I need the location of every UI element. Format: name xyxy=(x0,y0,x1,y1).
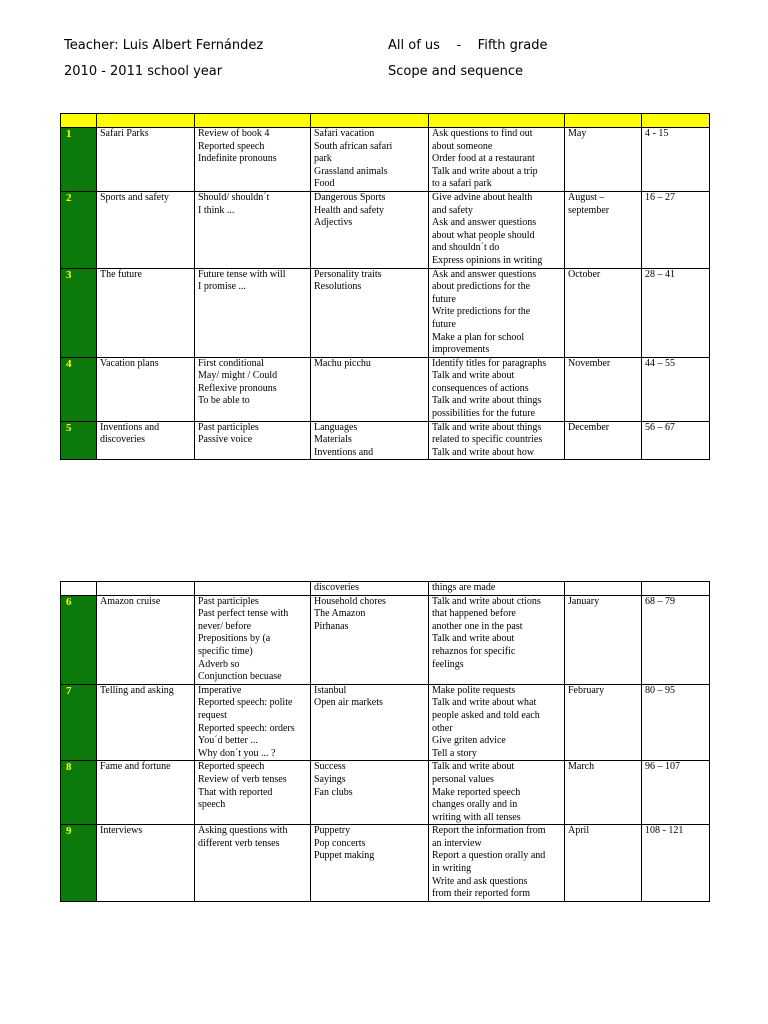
cell-line: Passive voice xyxy=(198,434,253,446)
cell-line: January xyxy=(568,595,600,607)
unit-title-cell xyxy=(97,357,195,421)
cell-line: different verb tenses xyxy=(198,837,280,849)
pages-cell xyxy=(642,268,710,357)
cell-line: Interviews xyxy=(100,825,143,837)
cell-line: and safety xyxy=(432,204,473,216)
cell-line: February xyxy=(568,684,605,696)
cell-line: future xyxy=(432,293,456,305)
pages-cell xyxy=(642,684,710,761)
vocabulary-cell xyxy=(311,268,429,357)
header-cell xyxy=(97,114,195,128)
cell-line: I promise ... xyxy=(198,281,247,293)
continuation-cell xyxy=(61,582,97,596)
month-cell xyxy=(565,761,642,825)
table-row xyxy=(61,825,710,902)
vocabulary-cell xyxy=(311,128,429,192)
cell-line: personal values xyxy=(432,773,494,785)
teacher-name: Teacher: Luis Albert Fernández xyxy=(64,38,264,53)
pages-cell xyxy=(642,357,710,421)
table-header-row xyxy=(61,114,710,128)
cell-line: possibilities for the future xyxy=(432,408,536,420)
unit-number-cell: 5 xyxy=(61,421,97,460)
cell-line: writing with all tenses xyxy=(432,811,521,823)
cell-line: Talk and write about things xyxy=(432,421,542,433)
grammar-cell xyxy=(195,421,311,460)
skills-cell xyxy=(429,128,565,192)
unit-title-cell xyxy=(97,128,195,192)
continuation-cell xyxy=(195,582,311,596)
cell-line: Fan clubs xyxy=(314,786,353,798)
cell-line: 4 - 15 xyxy=(645,128,669,139)
cell-line: from their reported form xyxy=(432,888,531,900)
skills-cell xyxy=(429,825,565,902)
skills-cell xyxy=(429,191,565,268)
month-cell xyxy=(565,128,642,192)
cell-line: people asked and told each xyxy=(432,709,540,721)
continuation-vocab-cell xyxy=(311,582,429,596)
cell-line: Reported speech xyxy=(198,761,265,773)
cell-line: Should/ shouldn´t xyxy=(198,191,270,203)
cell-line: Amazon cruise xyxy=(100,595,161,607)
cell-line: Reported speech: orders xyxy=(198,722,295,734)
cell-line: May xyxy=(568,128,587,139)
unit-title-cell xyxy=(97,595,195,684)
pages-cell xyxy=(642,595,710,684)
cell-line: in writing xyxy=(432,863,472,875)
cell-line: Past participles xyxy=(198,595,259,607)
cell-line: Safari Parks xyxy=(100,128,149,139)
cell-line: Safari vacation xyxy=(314,128,375,139)
cell-line: Tell a story xyxy=(432,747,477,759)
unit-title-cell xyxy=(97,761,195,825)
grammar-cell xyxy=(195,357,311,421)
cell-line: 96 – 107 xyxy=(645,761,680,773)
cell-line: Vacation plans xyxy=(100,357,159,369)
cell-line: Identify titles for paragraphs xyxy=(432,357,547,369)
book-and-grade: All of us - Fifth grade xyxy=(388,38,548,53)
table-2-body xyxy=(61,582,710,902)
continuation-cell xyxy=(642,582,710,596)
cell-line: South african safari xyxy=(314,140,393,152)
cell-line: Talk and write about ctions xyxy=(432,595,541,607)
cell-line: That with reported xyxy=(198,786,273,798)
grammar-cell xyxy=(195,268,311,357)
header-cell xyxy=(565,114,642,128)
cell-line: Reported speech: polite xyxy=(198,697,293,709)
pages-cell xyxy=(642,825,710,902)
cell-line: an interview xyxy=(432,837,482,849)
skills-cell xyxy=(429,421,565,460)
cell-line: Express opinions in writing xyxy=(432,254,543,266)
unit-number-cell: 8 xyxy=(61,761,97,825)
pages-cell xyxy=(642,128,710,192)
skills-cell xyxy=(429,357,565,421)
unit-title-cell xyxy=(97,191,195,268)
cell-line: discoveries xyxy=(100,434,145,446)
cell-line: that happened before xyxy=(432,608,516,620)
vocabulary-cell xyxy=(311,421,429,460)
cell-line: Inventions and xyxy=(100,421,160,433)
cell-line: to a safari park xyxy=(432,178,492,190)
cell-line: Dangerous Sports xyxy=(314,191,386,203)
skills-cell xyxy=(429,761,565,825)
cell-line: Household chores xyxy=(314,595,386,607)
table-row xyxy=(61,357,710,421)
cell-line: 44 – 55 xyxy=(645,357,675,369)
cell-line: specific time) xyxy=(198,645,253,657)
cell-line: I think ... xyxy=(198,204,235,216)
cell-line: Languages xyxy=(314,421,358,433)
cell-line: Review of verb tenses xyxy=(198,773,287,785)
table-row xyxy=(61,268,710,357)
table-row xyxy=(61,684,710,761)
cell-line: Future tense with will xyxy=(198,268,286,280)
cell-line: another one in the past xyxy=(432,620,523,632)
cell-line: Report the information from xyxy=(432,825,546,837)
table-row xyxy=(61,595,710,684)
cell-line: consequences of actions xyxy=(432,382,529,394)
cell-line: rehaznos for specific xyxy=(432,645,516,657)
cell-line: To be able to xyxy=(198,395,250,407)
cell-line: never/ before xyxy=(198,620,252,632)
cell-line: Asking questions with xyxy=(198,825,288,837)
unit-number-cell: 7 xyxy=(61,684,97,761)
header-cell xyxy=(311,114,429,128)
grammar-cell xyxy=(195,684,311,761)
table-row xyxy=(61,128,710,192)
cell-line: The future xyxy=(100,268,142,280)
cell-line: discoveries xyxy=(314,582,359,593)
cell-line: Indefinite pronouns xyxy=(198,153,277,165)
vocabulary-cell xyxy=(311,825,429,902)
cell-line: Conjunction becuase xyxy=(198,671,282,683)
cell-line: speech xyxy=(198,799,226,811)
unit-number-cell: 9 xyxy=(61,825,97,902)
table-1-body xyxy=(61,114,710,460)
cell-line: Sports and safety xyxy=(100,191,169,203)
cell-line: Why don´t you ... ? xyxy=(198,747,276,759)
cell-line: improvements xyxy=(432,344,490,356)
cell-line: Istanbul xyxy=(314,684,347,696)
continuation-skills-cell xyxy=(429,582,565,596)
vocabulary-cell xyxy=(311,357,429,421)
cell-line: November xyxy=(568,357,611,369)
cell-line: Personality traits xyxy=(314,268,382,280)
month-cell xyxy=(565,191,642,268)
cell-line: December xyxy=(568,421,610,433)
cell-line: other xyxy=(432,722,453,734)
cell-line: Food xyxy=(314,178,335,190)
cell-line: Make polite requests xyxy=(432,684,516,696)
cell-line: Write and ask questions xyxy=(432,875,528,887)
cell-line: 80 – 95 xyxy=(645,684,675,696)
cell-line: Ask questions to find out xyxy=(432,128,533,139)
month-cell xyxy=(565,357,642,421)
cell-line: Write predictions for the xyxy=(432,306,531,318)
cell-line: March xyxy=(568,761,595,773)
cell-line: Reflexive pronouns xyxy=(198,382,277,394)
cell-line: Machu picchu xyxy=(314,357,371,369)
cell-line: Grassland animals xyxy=(314,165,388,177)
cell-line: The Amazon xyxy=(314,608,366,620)
cell-line: Inventions and xyxy=(314,446,374,458)
cell-line: about what people should xyxy=(432,229,535,241)
cell-line: Talk and write about what xyxy=(432,697,537,709)
cell-line: Imperative xyxy=(198,684,242,696)
vocabulary-cell xyxy=(311,595,429,684)
month-cell xyxy=(565,268,642,357)
cell-line: 16 – 27 xyxy=(645,191,675,203)
cell-line: changes orally and in xyxy=(432,799,518,811)
cell-line: september xyxy=(568,204,610,216)
header-cell xyxy=(429,114,565,128)
cell-line: April xyxy=(568,825,590,837)
cell-line: Talk and write about xyxy=(432,370,515,382)
cell-line: Review of book 4 xyxy=(198,128,270,139)
unit-number-cell: 3 xyxy=(61,268,97,357)
grammar-cell xyxy=(195,825,311,902)
unit-number-cell: 2 xyxy=(61,191,97,268)
unit-title-cell xyxy=(97,268,195,357)
unit-title-cell xyxy=(97,421,195,460)
cell-line: related to specific countries xyxy=(432,434,543,446)
cell-line: Success xyxy=(314,761,346,773)
month-cell xyxy=(565,421,642,460)
cell-line: Puppet making xyxy=(314,850,375,862)
cell-line: Sayings xyxy=(314,773,346,785)
vocabulary-cell xyxy=(311,761,429,825)
table-row xyxy=(61,761,710,825)
cell-line: Order food at a restaurant xyxy=(432,153,535,165)
cell-line: Talk and write about a trip xyxy=(432,165,538,177)
cell-line: Open air markets xyxy=(314,697,383,709)
scope-sequence-table-page-2 xyxy=(60,581,710,902)
cell-line: Past participles xyxy=(198,421,259,433)
unit-title-cell xyxy=(97,825,195,902)
cell-line: Ask and answer questions xyxy=(432,217,537,229)
school-year: 2010 - 2011 school year xyxy=(64,64,223,79)
cell-line: future xyxy=(432,318,456,330)
skills-cell xyxy=(429,595,565,684)
cell-line: 68 – 79 xyxy=(645,595,675,607)
month-cell xyxy=(565,684,642,761)
continuation-row xyxy=(61,582,710,596)
cell-line: Talk and write about xyxy=(432,761,515,773)
unit-number-cell: 1 xyxy=(61,128,97,192)
table-row xyxy=(61,421,710,460)
vocabulary-cell xyxy=(311,191,429,268)
cell-line: First conditional xyxy=(198,357,264,369)
cell-line: request xyxy=(198,709,227,721)
cell-line: Pirhanas xyxy=(314,620,349,632)
unit-title-cell xyxy=(97,684,195,761)
cell-line: about predictions for the xyxy=(432,281,531,293)
cell-line: park xyxy=(314,153,332,165)
cell-line: 108 - 121 xyxy=(645,825,684,837)
cell-line: Health and safety xyxy=(314,204,384,216)
header-cell xyxy=(61,114,97,128)
cell-line: Resolutions xyxy=(314,281,362,293)
cell-line: Make a plan for school xyxy=(432,331,525,343)
skills-cell xyxy=(429,684,565,761)
cell-line: Puppetry xyxy=(314,825,351,837)
scope-sequence-table-page-1 xyxy=(60,113,710,460)
unit-number-cell: 6 xyxy=(61,595,97,684)
continuation-cell xyxy=(97,582,195,596)
table-row xyxy=(61,191,710,268)
month-cell xyxy=(565,825,642,902)
cell-line: Talk and write about how xyxy=(432,446,535,458)
header-cell xyxy=(195,114,311,128)
skills-cell xyxy=(429,268,565,357)
cell-line: May/ might / Could xyxy=(198,370,278,382)
grammar-cell xyxy=(195,761,311,825)
cell-line: about someone xyxy=(432,140,493,152)
pages-cell xyxy=(642,191,710,268)
cell-line: Ask and answer questions xyxy=(432,268,537,280)
cell-line: things are made xyxy=(432,582,496,593)
cell-line: Adverb so xyxy=(198,658,240,670)
cell-line: and shouldn´t do xyxy=(432,242,500,254)
grammar-cell xyxy=(195,595,311,684)
cell-line: Adjectivs xyxy=(314,217,353,229)
cell-line: You´d better ... xyxy=(198,735,258,747)
cell-line: Reported speech xyxy=(198,140,265,152)
cell-line: Talk and write about things xyxy=(432,395,542,407)
cell-line: October xyxy=(568,268,601,280)
pages-cell xyxy=(642,421,710,460)
cell-line: Make reported speech xyxy=(432,786,521,798)
unit-number-cell: 4 xyxy=(61,357,97,421)
cell-line: Telling and asking xyxy=(100,684,174,696)
cell-line: Pop concerts xyxy=(314,837,366,849)
scope-and-sequence-title: Scope and sequence xyxy=(388,64,523,79)
cell-line: Give griten advice xyxy=(432,735,506,747)
cell-line: Prepositions by (a xyxy=(198,633,271,645)
cell-line: 56 – 67 xyxy=(645,421,675,433)
cell-line: Past perfect tense with xyxy=(198,608,289,620)
cell-line: 28 – 41 xyxy=(645,268,675,280)
vocabulary-cell xyxy=(311,684,429,761)
cell-line: Give advine about health xyxy=(432,191,533,203)
header-cell xyxy=(642,114,710,128)
month-cell xyxy=(565,595,642,684)
cell-line: Fame and fortune xyxy=(100,761,171,773)
cell-line: August – xyxy=(568,191,605,203)
cell-line: Report a question orally and xyxy=(432,850,546,862)
continuation-cell xyxy=(565,582,642,596)
grammar-cell xyxy=(195,128,311,192)
cell-line: feelings xyxy=(432,658,464,670)
grammar-cell xyxy=(195,191,311,268)
cell-line: Materials xyxy=(314,434,352,446)
cell-line: Talk and write about xyxy=(432,633,515,645)
pages-cell xyxy=(642,761,710,825)
